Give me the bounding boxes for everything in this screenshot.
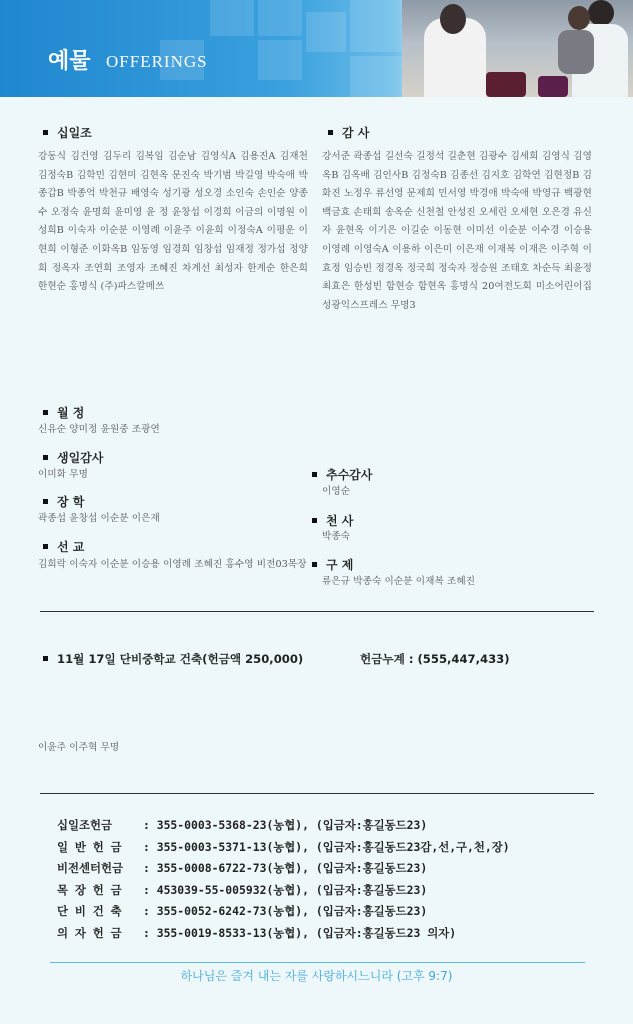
harvest-names: 이영순 (322, 486, 351, 497)
account-row (57, 837, 510, 859)
account-value: : 355-0052-6242-73(농협), (입금자:홍길동드23) (143, 904, 428, 919)
bullet-square (43, 410, 48, 415)
bullet-square (43, 455, 48, 460)
thousand-names: 박종숙 (322, 531, 351, 542)
account-row (57, 815, 510, 837)
account-label: 비전센터헌금 (57, 861, 124, 876)
photo-figure-head (440, 4, 466, 34)
account-label: 의 자 헌 금 (57, 925, 122, 940)
bullet-square (312, 562, 317, 567)
mission-school-names: 이윤주 이주혁 무명 (38, 742, 120, 753)
header-banner (0, 0, 633, 97)
account-label: 목 장 헌 금 (57, 882, 122, 897)
account-row (57, 880, 510, 902)
section-heading-birthday: 생일감사 (43, 449, 103, 466)
header-photo (402, 0, 633, 97)
decor-tile (258, 40, 302, 80)
page-title: 예물 (48, 49, 91, 74)
offering-total: 헌금누계 : (555,447,433) (360, 652, 510, 666)
account-value: : 355-0003-5371-13(농협), (입금자:홍길동드23감,선,구,천,장) (143, 839, 510, 854)
account-row (57, 858, 510, 880)
bible-verse: 하나님은 즐겨 내는 자를 사랑하시느니라 (고후 9:7) (180, 969, 453, 983)
account-label: 십일조헌금 (57, 818, 113, 832)
decor-tile (350, 0, 402, 52)
section-heading-tithe: 십일조 (43, 124, 92, 141)
photo-figure-head (588, 0, 614, 26)
section-heading-thousand: 천 사 (312, 512, 353, 529)
divider (40, 793, 594, 794)
monthly-names: 신유순 양미정 윤원중 조광연 (38, 424, 160, 435)
decor-tile (258, 0, 302, 36)
photo-table (538, 76, 568, 97)
account-value: : 355-0008-6722-73(농협), (입금자:홍길동드23) (143, 861, 428, 876)
account-value: : 355-0003-5368-23(농협), (입금자:홍길동드23) (143, 818, 428, 832)
section-heading-harvest: 추수감사 (312, 466, 372, 483)
account-value: : 355-0019-8533-13(농협), (입금자:홍길동드23 의자) (143, 925, 457, 940)
account-row (57, 923, 510, 945)
section-heading-mission: 선 교 (43, 538, 84, 555)
account-label: 단 비 건 축 (57, 904, 122, 919)
account-label: 일 반 헌 금 (57, 839, 122, 854)
decor-tile (210, 0, 254, 36)
mission-names: 김희락 이숙자 이순분 이승용 이영례 조혜진 홍수영 비전03목장 (38, 559, 307, 570)
bullet-square (43, 544, 48, 549)
thanks-names: 강서준 곽종섭 길선숙 길정석 길춘현 김광수 김세희 김영식 김영옥B 김옥배 김인사B 김정숙B 김종선 김지호 김학연 김현정B 김화진 노정우 류선영 문제희 민서영 박경애 박숙애 박영규 백광현 백금효 손태희 송옥순 신천철 안성진 오세린 오세현 오은경 유신자 윤현옥 이기은 이길순 이동현 이미선 이순분 이수경 이승용 이영례 이영숙A 이용하 이은미 이은재 이재복 이재은 이주혁 이효정 임승빈 정경옥 정국희 정숙자 정승원 조태호 차순득 최윤정 최효은 한성빈 함현승 함현옥 홍명식 20여전도회 미소어린이집 성광익스프레스 무명3 (322, 151, 592, 311)
birthday-names: 이미화 무명 (38, 469, 88, 480)
photo-figure-head (568, 6, 590, 30)
photo-figure-body (558, 30, 594, 74)
account-list (57, 815, 510, 945)
divider (40, 611, 594, 612)
page-subtitle: OFFERINGS (106, 52, 208, 71)
bullet-square (312, 472, 317, 477)
section-heading-thanks: 감 사 (328, 124, 369, 141)
bullet-square (43, 130, 48, 135)
tithe-names: 강동식 김건영 김두리 김복임 김순남 김영식A 김용진A 김재천 김정숙B 김학민 김현미 김현옥 문진숙 박기범 박길영 박숙애 박종갑B 박종억 박천규 배영숙 성기광 성오경 소인숙 손인순 양종수 오정숙 윤명희 윤미영 윤 정 윤창섭 이경희 이금의 이명원 이성희B 이숙자 이순분 이영례 이윤주 이윤희 이정숙A 이평운 이현희 이형준 이화옥B 임동영 임경희 임창섭 임재정 정가섭 정양희 정옥자 조연희 조영자 조혜진 차계선 최성자 한계순 한은희 한현순 홍명식 (주)파스칼메쓰 (38, 151, 308, 293)
section-heading-monthly: 월 정 (43, 404, 84, 421)
section-heading-relief: 구 제 (312, 556, 353, 573)
bullet-square (43, 499, 48, 504)
photo-table (486, 72, 526, 97)
account-value: : 453039-55-005932(농협), (입금자:홍길동드23) (143, 882, 428, 897)
verse-divider (50, 962, 585, 963)
section-heading-scholarship: 장 학 (43, 493, 84, 510)
bullet-square (328, 130, 333, 135)
decor-tile (350, 56, 402, 97)
bullet-square (43, 656, 48, 661)
mission-school-title: 11월 17일 단비중학교 건축(헌금액 250,000) (43, 651, 303, 667)
account-row (57, 901, 510, 923)
bullet-square (312, 518, 317, 523)
scholarship-names: 곽종섭 윤창섭 이순분 이은재 (38, 513, 160, 524)
decor-tile (306, 12, 346, 52)
relief-names: 류은규 박종숙 이순분 이재복 조혜진 (322, 576, 476, 587)
